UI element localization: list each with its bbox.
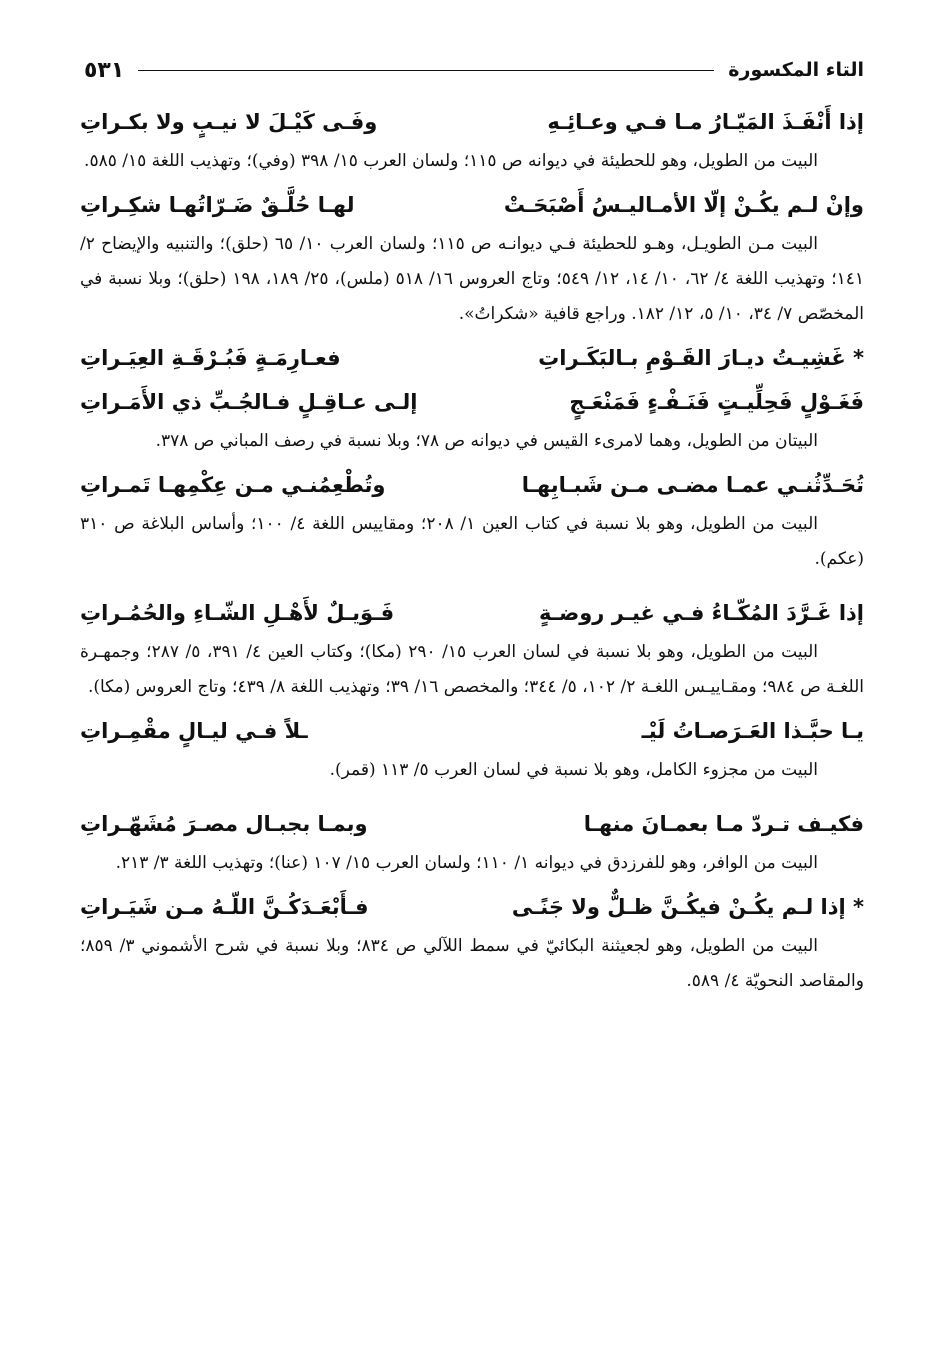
verse-line <box>80 100 864 144</box>
entry <box>80 336 864 459</box>
entry <box>80 709 864 788</box>
verse-second-hemistich: وفَـى كَيْـلَ لا نيـبٍ ولا بكـراتِ <box>80 110 378 134</box>
verse-source-note: البيت من الطويل، وهو لجعيثنة البكائيّ في سمط اللآلي ص ٨٣٤؛ وبلا نسبة في شرح الأشموني ٣/ ٨٥٩؛ والمقاصد النحويّة ٤/ ٥٨٩. <box>80 936 864 991</box>
verse-second-hemistich: فـأَبْعَـدَكُـنَّ اللّـهُ مـن شَيَـراتِ <box>80 895 369 919</box>
verse-first-hemistich: يـا حبَّـذا العَـرَصـاتُ لَيْـ <box>641 719 864 743</box>
verse-second-hemistich: إلـى عـاقِـلٍ فـالجُـبِّ ذي الأَمَـراتِ <box>80 390 418 414</box>
verse-second-hemistich: ـلاً فـي ليـالٍ مقْمِـراتِ <box>80 719 308 743</box>
entries <box>80 100 864 999</box>
entry <box>80 591 864 705</box>
verse-source-note: البيت من الطويل، وهو للحطيئة في ديوانه ص ١١٥؛ ولسان العرب ١٥/ ٣٩٨ (وفي)؛ وتهذيب اللغة ١٥/ ٥٨٥. <box>84 151 818 171</box>
spacer <box>80 788 864 802</box>
verse-source-note: البيت من الوافر، وهو للفرزدق في ديوانه ١/ ١١٠؛ ولسان العرب ١٥/ ١٠٧ (عنا)؛ وتهذيب اللغة ٣/ ٢١٣. <box>115 853 818 873</box>
verse-first-hemistich: * غَشِيـتُ ديـارَ القَـوْمِ بـالبَكَـراتِ <box>538 346 864 370</box>
chapter-title: التاء المكسورة <box>728 59 864 81</box>
verse-line <box>80 336 864 380</box>
verse-second-hemistich: وتُطْعِمُنـي مـن عِكْمِهـا تَمـراتِ <box>80 473 386 497</box>
verse-second-hemistich: وبمـا بجبـال مصـرَ مُشَهّـراتِ <box>80 812 368 836</box>
verse-first-hemistich: إذا غَـرَّدَ المُكّـاءُ فـي غيـر روضـةٍ <box>539 601 864 625</box>
verse-line <box>80 380 864 424</box>
verse-source-note: البيت من الطويل، وهو بلا نسبة في كتاب العين ١/ ٢٠٨؛ ومقاييس اللغة ٤/ ١٠٠؛ وأساس البلاغة ص ٣١٠ (عكم). <box>80 514 864 569</box>
verse-line <box>80 463 864 507</box>
page-number: ٥٣١ <box>84 57 125 83</box>
verse-second-hemistich: لهـا حُلَّـقٌ ضَـرّاتُهـا شكِـراتِ <box>80 193 355 217</box>
verse-second-hemistich: فَـوَيـلٌ لأَهْـلِ الشّـاءِ والحُمُـراتِ <box>80 601 395 625</box>
entry <box>80 100 864 179</box>
verse-source-note: البيت مـن الطويـل، وهـو للحطيئة فـي ديوانـه ص ١١٥؛ ولسان العرب ١٠/ ٦٥ (حلق)؛ والتنبيه والإيضاح ٢/ ١٤١؛ وتهذيب اللغة ٤/ ٦٢، ١٠/ ١٤، ١٢/ ٥٤٩؛ وتاج العروس ١٦/ ٥١٨ (ملس)، ٢٥/ ١٨٩، ١٩٨ (حلق)؛ وبلا نسبة في المخصّص ٧/ ٣٤، ١٠/ ٥، ١٢/ ١٨٢. وراجع قافية «شكراتُ». <box>80 234 865 324</box>
verse-line <box>80 885 864 929</box>
entry <box>80 885 864 999</box>
verse-first-hemistich: تُحَـدِّثُنـي عمـا مضـى مـن شَبـابِهـا <box>521 473 864 497</box>
verse-line <box>80 183 864 227</box>
verse-line <box>80 709 864 753</box>
spacer <box>80 577 864 591</box>
entry <box>80 802 864 881</box>
verse-first-hemistich: وإنْ لـم يكُـنْ إلّا الأمـاليـسُ أَصْبَحَـتْ <box>503 193 864 217</box>
verse-source-note: البيت من الطويل، وهو بلا نسبة في لسان العرب ١٥/ ٢٩٠ (مكا)؛ وكتاب العين ٤/ ٣٩١، ٥/ ٢٨٧؛ وجمهـرة اللغـة ص ٩٨٤؛ ومقـاييـس اللغـة ٢/ ١٠٢، ٥/ ٣٤٤؛ والمخصص ١٦/ ٣٩؛ وتهذيب اللغة ٨/ ٤٣٩؛ وتاج العروس (مكا). <box>80 642 864 697</box>
verse-first-hemistich: * إذا لـم يكُـنْ فيكُـنَّ ظـلٌّ ولا جَنًـى <box>511 895 864 919</box>
verse-first-hemistich: فكيـف تـردّ مـا بعمـانَ منهـا <box>583 812 864 836</box>
verse-first-hemistich: إذا أَنْفَـذَ المَيّـارُ مـا فـي وعـائِـهِ <box>547 110 864 134</box>
entry <box>80 463 864 577</box>
verse-first-hemistich: فَغَـوْلٍ فَحِلِّيـتٍ فَنَـفْـءٍ فَمَنْعَـجٍ <box>569 390 864 414</box>
verse-second-hemistich: فعـارِمَـةٍ فَبُـرْقَـةِ العِيَـراتِ <box>80 346 341 370</box>
verse-line <box>80 591 864 635</box>
running-header <box>84 52 864 88</box>
header-rule <box>138 70 714 71</box>
verse-line <box>80 802 864 846</box>
entry <box>80 183 864 332</box>
verse-source-note: البيتان من الطويل، وهما لامرىء القيس في ديوانه ص ٧٨؛ وبلا نسبة في رصف المباني ص ٣٧٨. <box>155 431 818 451</box>
verse-source-note: البيت من مجزوء الكامل، وهو بلا نسبة في لسان العرب ٥/ ١١٣ (قمر). <box>329 760 818 780</box>
